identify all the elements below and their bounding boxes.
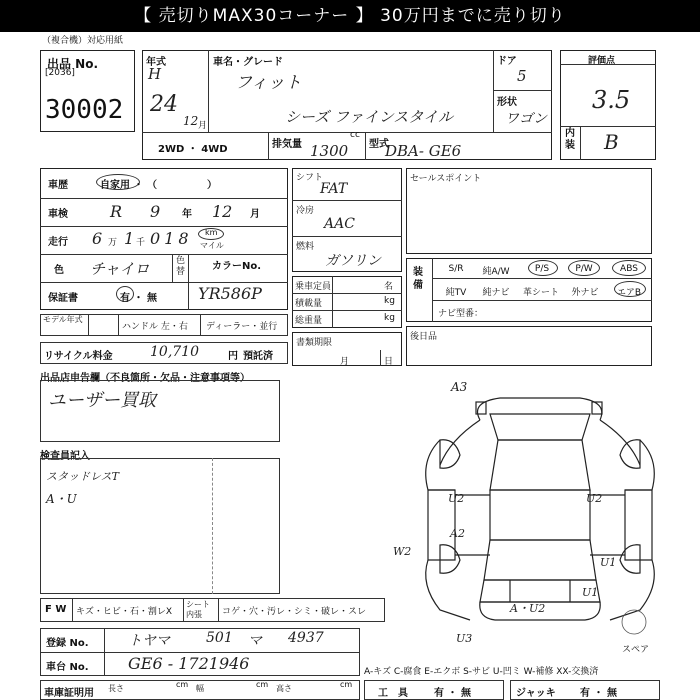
shorui-month: 月 bbox=[340, 357, 350, 367]
lot-box bbox=[40, 50, 135, 132]
jack-label: ジャッキ bbox=[516, 688, 556, 699]
lot-label: 出品 No. bbox=[47, 57, 99, 71]
navi-label: ナビ型番： bbox=[438, 309, 484, 319]
soko-rest: 018 bbox=[150, 229, 193, 248]
soko-unit-km: km bbox=[205, 228, 218, 237]
nenshiki-label: 年式 bbox=[146, 57, 166, 68]
shareki-options: 自家用 ・ （ ） bbox=[100, 180, 217, 191]
meisho-grade: シーズ ファインスタイル bbox=[285, 108, 453, 126]
nenryo-value: ガソリン bbox=[325, 253, 381, 269]
soubi-r0-c4: ABS bbox=[620, 264, 638, 274]
iro-kae-label: 色替 bbox=[176, 256, 186, 277]
diagram-mark-a3: A3 bbox=[451, 380, 468, 394]
soko-man: 6 bbox=[92, 229, 103, 248]
lot-number: 30002 bbox=[45, 95, 124, 125]
shadai-value: GE6 - 1721946 bbox=[128, 654, 250, 673]
shako-cm-1: cm bbox=[176, 680, 189, 689]
diagram-mark-au2: A・U2 bbox=[510, 602, 546, 615]
soko-unit-mile: マイル bbox=[200, 241, 224, 250]
haiki-unit: cc bbox=[350, 130, 360, 140]
meisho-label: 車名・グレード bbox=[213, 57, 283, 68]
sojuryo-label: 総重量 bbox=[295, 316, 323, 326]
soubi-r1-c2: 革シート bbox=[522, 288, 559, 298]
recycle-unit: 円 bbox=[228, 351, 238, 362]
door-label: ドア bbox=[497, 56, 517, 67]
shaken-year-unit: 年 bbox=[182, 209, 192, 220]
sekisai-label: 積載量 bbox=[295, 299, 323, 309]
soubi-r0-c2: P/S bbox=[534, 264, 550, 274]
shako-width: 幅 bbox=[196, 684, 204, 693]
recycle-note: 預託済 bbox=[243, 351, 273, 362]
shako-length: 長さ bbox=[108, 684, 124, 693]
model-dealer: ディーラー・並行 bbox=[206, 322, 278, 332]
shaken-month: 12 bbox=[212, 202, 233, 221]
soko-sen: 1 bbox=[124, 229, 135, 248]
shaken-year: 9 bbox=[150, 202, 161, 221]
katashiki-label: 型式 bbox=[369, 139, 389, 150]
shako-height: 高さ bbox=[276, 684, 292, 693]
report-text: ユーザー買取 bbox=[48, 390, 156, 411]
seat-label: シート内張 bbox=[186, 600, 210, 619]
door-value: 5 bbox=[517, 67, 527, 85]
diagram-mark-u2-left: U2 bbox=[448, 492, 465, 505]
naiso-label: 内装 bbox=[565, 128, 575, 151]
kougu-options: 有 ・ 無 bbox=[434, 688, 471, 699]
shift-label: シフト bbox=[296, 173, 324, 183]
front-right-wheel bbox=[620, 440, 640, 468]
toroku-class: 501 bbox=[206, 630, 233, 646]
soubi-label: 装備 bbox=[413, 267, 423, 291]
inspector-label: 検査員記入 bbox=[40, 451, 90, 462]
model-label: モデル年式 bbox=[43, 315, 83, 324]
drive-options: 2WD ・ 4WD bbox=[158, 144, 228, 155]
sekisai-unit: kg bbox=[384, 296, 395, 306]
nenshiki-month: 12 bbox=[183, 114, 199, 128]
recycle-value: 10,710 bbox=[150, 344, 199, 360]
hyoka-value: 3.5 bbox=[592, 86, 631, 114]
teiin-label: 乗車定員 bbox=[295, 282, 332, 292]
rear-left-wheel bbox=[440, 545, 460, 573]
diagram-mark-u1-bottom: U1 bbox=[582, 586, 599, 599]
toroku-label: 登録 No. bbox=[46, 638, 89, 649]
hoshou-options: 有 ・ 無 bbox=[120, 293, 157, 304]
haiki-value: 1300 bbox=[310, 142, 349, 160]
model-handle: ハンドル 左・右 bbox=[122, 322, 188, 332]
shorui-label: 書類期限 bbox=[296, 338, 333, 348]
reibo-label: 冷房 bbox=[296, 206, 315, 216]
naiso-value: B bbox=[604, 130, 619, 154]
recycle-label: リサイクル料金 bbox=[44, 351, 113, 362]
legend: A-キズ C-腐食 E-エクボ S-サビ U-凹ミ W-補修 XX-交換済 bbox=[364, 667, 599, 677]
subtitle: （複合機）対応用紙 bbox=[42, 36, 124, 46]
lot-small: [2036] bbox=[45, 68, 75, 78]
front-bumper bbox=[478, 398, 602, 420]
diagram-mark-w2: W2 bbox=[393, 545, 412, 558]
iro-label: 色 bbox=[54, 265, 64, 276]
kougu-label: 工 具 bbox=[378, 688, 408, 699]
soubi-r1-c1: 純ナビ bbox=[482, 288, 510, 298]
haiki-label: 排気量 bbox=[272, 139, 302, 150]
shako-cm-2: cm bbox=[256, 680, 269, 689]
toroku-kana: マ bbox=[248, 633, 262, 649]
color-no-label: カラーNo. bbox=[212, 261, 262, 272]
soubi-r1-c0: 純TV bbox=[445, 288, 467, 298]
soubi-r1-c4: エアB bbox=[616, 288, 642, 298]
koubi-label: 後日品 bbox=[410, 332, 438, 342]
soubi-r1-c3: 外ナビ bbox=[571, 288, 599, 298]
front-left-wheel bbox=[440, 440, 460, 468]
shako-label: 車庫証明用 bbox=[44, 688, 94, 699]
koubi-box bbox=[406, 326, 652, 366]
soubi-r0-c0: S/R bbox=[448, 264, 464, 274]
toroku-num: 4937 bbox=[288, 630, 324, 646]
jack-options: 有 ・ 無 bbox=[580, 688, 617, 699]
shorui-day: 日 bbox=[384, 357, 394, 367]
soubi-r0-c3: P/W bbox=[575, 264, 593, 274]
nenshiki-year: 24 bbox=[150, 92, 178, 117]
shaken-month-unit: 月 bbox=[250, 209, 260, 220]
shaken-label: 車検 bbox=[48, 209, 68, 220]
soko-sen-unit: 千 bbox=[136, 238, 146, 248]
soko-man-unit: 万 bbox=[108, 238, 118, 248]
banner: 【 売切りMAX30コーナー 】 30万円までに売り切り bbox=[0, 0, 700, 32]
toroku-area: トヤマ bbox=[128, 633, 170, 649]
shaken-era: R bbox=[110, 202, 123, 221]
rear-right-wheel bbox=[620, 545, 640, 573]
hyoka-label: 評価点 bbox=[588, 56, 616, 66]
shako-cm-3: cm bbox=[340, 680, 353, 689]
inspector-line1: スタッドレスT bbox=[46, 470, 120, 483]
hood bbox=[490, 414, 590, 440]
iro-value: チャイロ bbox=[90, 260, 150, 278]
windshield bbox=[490, 440, 590, 490]
rear-window bbox=[484, 540, 596, 580]
sojuryo-unit: kg bbox=[384, 313, 395, 323]
keijo-value: ワゴン bbox=[505, 111, 547, 127]
spare-label: スペア bbox=[622, 645, 650, 655]
diagram-mark-u1-right: U1 bbox=[600, 556, 617, 569]
meisho-name: フィット bbox=[235, 73, 302, 93]
spare-tire bbox=[622, 610, 646, 634]
fw-label: F W bbox=[45, 604, 67, 615]
color-no-value: YR586P bbox=[198, 284, 262, 303]
shadai-label: 車台 No. bbox=[46, 662, 89, 673]
teiin-unit: 名 bbox=[384, 282, 394, 292]
right-front-door bbox=[625, 490, 652, 560]
report-label: 出品店申告欄（不良箇所・欠品・注意事項等） bbox=[40, 373, 250, 384]
nenshiki-unit: 月 bbox=[198, 121, 208, 131]
shift-value: FAT bbox=[320, 181, 348, 197]
sales-point-label: セールスポイント bbox=[410, 174, 482, 184]
diagram-mark-a2: A2 bbox=[450, 527, 465, 540]
nenryo-label: 燃料 bbox=[296, 242, 315, 252]
keijo-label: 形状 bbox=[497, 97, 517, 108]
katashiki-value: DBA- GE6 bbox=[385, 142, 462, 160]
seat-items: コゲ・穴・汚レ・シミ・破レ・スレ bbox=[222, 607, 367, 617]
roof bbox=[490, 490, 590, 540]
diagram-mark-u2-right: U2 bbox=[586, 492, 603, 505]
soko-label: 走行 bbox=[48, 237, 68, 248]
diagram-mark-u3: U3 bbox=[456, 632, 473, 645]
inspector-line2: A・U bbox=[46, 492, 77, 506]
nenshiki-era: H bbox=[148, 65, 162, 83]
shareki-label: 車歴 bbox=[48, 180, 68, 191]
reibo-value: AAC bbox=[324, 216, 355, 232]
fw-items: キズ・ヒビ・石・割レX bbox=[76, 607, 172, 617]
hoshou-label: 保証書 bbox=[48, 293, 78, 304]
soubi-r0-c1: 純A/W bbox=[482, 267, 510, 277]
